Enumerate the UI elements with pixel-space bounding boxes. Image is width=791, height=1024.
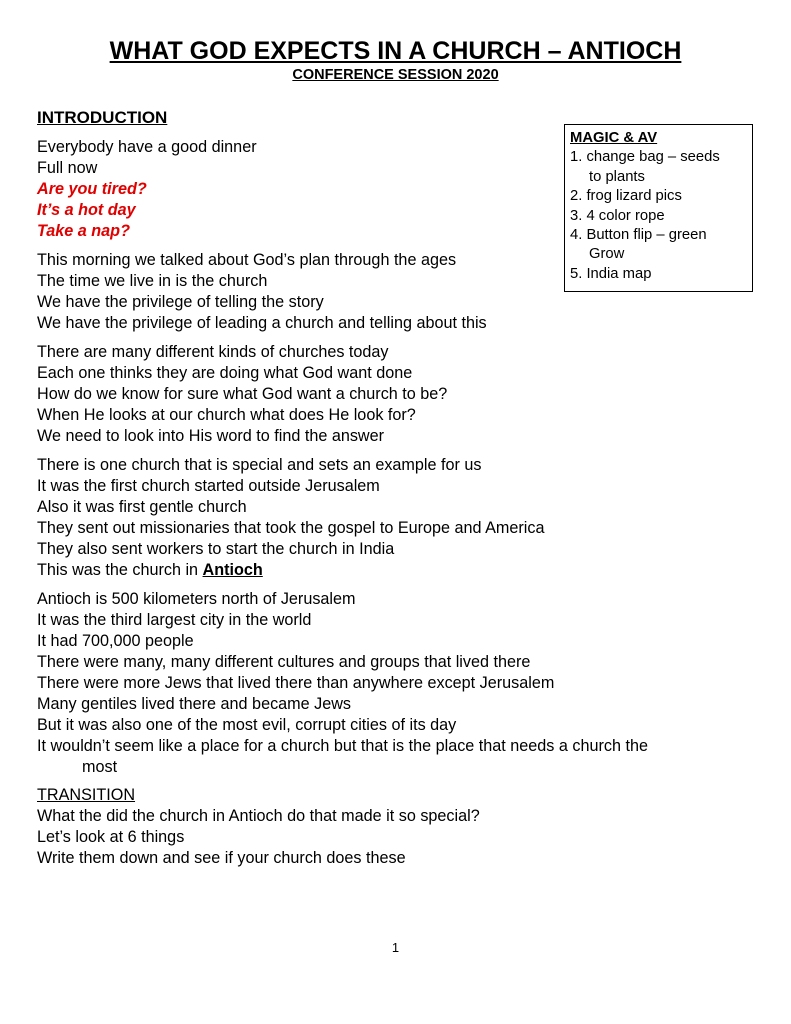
text-line: It had 700,000 people	[37, 632, 194, 650]
magic-av-box	[564, 124, 753, 292]
paragraph-about-antioch	[37, 589, 648, 778]
magic-av-item-continuation: to plants	[589, 168, 645, 185]
paragraph-kinds-of-churches	[37, 342, 447, 447]
emphasis-line: Take a nap?	[37, 222, 130, 240]
paragraph-gods-plan	[37, 250, 487, 334]
text-line: It was the first church started outside Jerusalem	[37, 477, 380, 495]
text-line: There were many, many different cultures and groups that lived there	[37, 653, 531, 671]
emphasis-line: It’s a hot day	[37, 201, 136, 219]
text-line: It was the third largest city in the world	[37, 611, 312, 629]
text-line: We need to look into His word to find the answer	[37, 427, 385, 445]
text-prefix: This was the church in	[37, 561, 203, 579]
text-line: But it was also one of the most evil, corrupt cities of its day	[37, 716, 457, 734]
magic-av-item: 1. change bag – seeds	[570, 149, 720, 166]
text-line: Antioch is 500 kilometers north of Jerusalem	[37, 590, 356, 608]
text-line-continuation: most	[82, 758, 118, 776]
magic-av-title: MAGIC & AV	[570, 130, 658, 146]
text-line: This morning we talked about God’s plan through the ages	[37, 251, 457, 269]
text-line: We have the privilege of leading a church and telling about this	[37, 314, 487, 332]
text-line: What the did the church in Antioch do that made it so special?	[37, 807, 480, 825]
text-line: There are many different kinds of churches today	[37, 343, 389, 361]
text-line: There is one church that is special and sets an example for us	[37, 456, 482, 474]
section-heading-transition: TRANSITION	[37, 786, 136, 804]
magic-av-item: 3. 4 color rope	[570, 207, 665, 224]
text-line: The time we live in is the church	[37, 272, 268, 290]
magic-av-item: 5. India map	[570, 265, 652, 282]
text-line: Everybody have a good dinner	[37, 138, 257, 156]
page-title: WHAT GOD EXPECTS IN A CHURCH – ANTIOCH	[109, 37, 682, 65]
intro-paragraph	[37, 137, 257, 242]
text-line: Let’s look at 6 things	[37, 828, 185, 846]
text-line: When He looks at our church what does He look for?	[37, 406, 416, 424]
text-line: How do we know for sure what God want a church to be?	[37, 385, 448, 403]
text-line: It wouldn’t seem like a place for a church but that is the place that needs a church the	[37, 737, 648, 755]
section-heading-introduction: INTRODUCTION	[37, 108, 168, 127]
emphasis-line: Are you tired?	[37, 180, 147, 198]
text-line: We have the privilege of telling the story	[37, 293, 324, 311]
page-number: 1	[391, 940, 400, 955]
paragraph-special-church	[37, 455, 545, 581]
text-line: Each one thinks they are doing what God want done	[37, 364, 413, 382]
text-line: Also it was first gentle church	[37, 498, 247, 516]
transition-section	[37, 785, 480, 869]
antioch-emphasis: Antioch	[202, 561, 263, 579]
magic-av-item: 2. frog lizard pics	[570, 188, 682, 205]
magic-av-item: 4. Button flip – green	[570, 227, 707, 244]
text-line-antioch	[37, 560, 545, 581]
text-line: Write them down and see if your church does these	[37, 849, 406, 867]
text-line: Many gentiles lived there and became Jews	[37, 695, 352, 713]
page-subtitle: CONFERENCE SESSION 2020	[292, 67, 499, 83]
text-line: Full now	[37, 159, 98, 177]
text-line: There were more Jews that lived there than anywhere except Jerusalem	[37, 674, 555, 692]
magic-av-item-continuation: Grow	[589, 246, 625, 263]
text-line: They also sent workers to start the church in India	[37, 540, 395, 558]
text-line: They sent out missionaries that took the gospel to Europe and America	[37, 519, 545, 537]
